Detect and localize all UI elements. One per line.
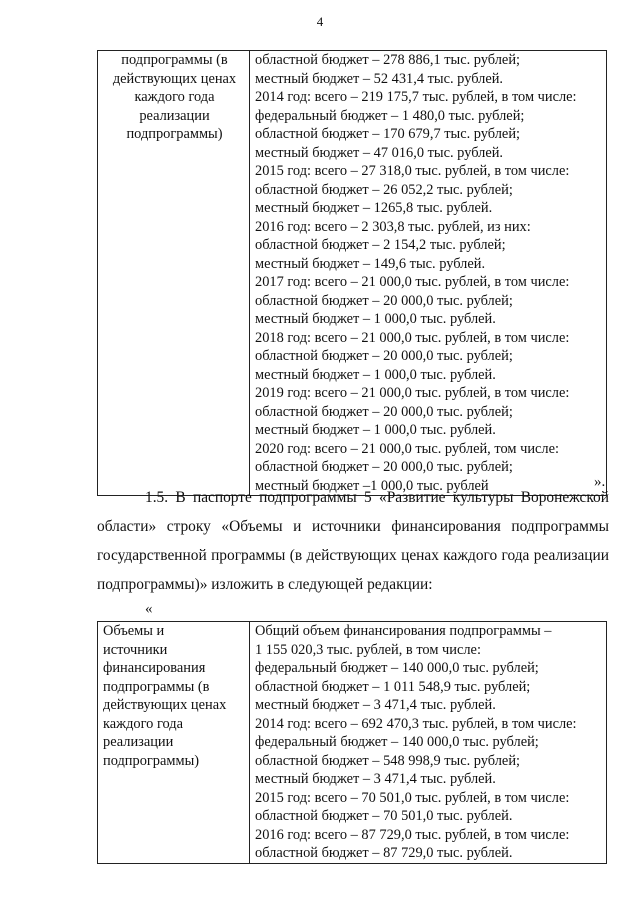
value-line: 2016 год: всего – 87 729,0 тыс. рублей, в том числе:: [255, 826, 570, 843]
paragraph-line: государственной программы (в действующих ценах каждого года реализации: [97, 547, 609, 564]
row-label-line: Объемы и: [103, 623, 165, 639]
value-line: 2017 год: всего – 21 000,0 тыс. рублей, в том числе:: [255, 274, 570, 290]
value-line: 1 155 020,3 тыс. рублей, в том числе:: [255, 641, 481, 658]
value-line: областной бюджет – 20 000,0 тыс. рублей;: [255, 403, 513, 420]
value-line: областной бюджет – 70 501,0 тыс. рублей.: [255, 808, 513, 824]
value-line: местный бюджет – 149,6 тыс. рублей.: [255, 255, 486, 272]
row-value-cell: [250, 622, 607, 864]
row-label-line: действующих ценах: [112, 70, 237, 87]
value-line: местный бюджет – 3 471,4 тыс. рублей.: [255, 771, 496, 787]
value-line: Общий объем финансирования подпрограммы –: [255, 623, 552, 639]
row-label-cell: [98, 51, 250, 496]
row-label-cell: [98, 622, 250, 864]
value-line: местный бюджет – 47 016,0 тыс. рублей.: [255, 144, 504, 161]
row-label-line: действующих ценах: [103, 697, 227, 713]
value-line: местный бюджет – 1 000,0 тыс. рублей.: [255, 422, 496, 438]
paragraph-line: 1.5. В паспорте подпрограммы 5 «Развитие культуры Воронежской: [145, 489, 609, 506]
table-row: [98, 622, 607, 864]
amendment-paragraph: [97, 483, 609, 599]
row-label-line: реализации: [139, 107, 210, 124]
value-line: местный бюджет –1 000,0 тыс. рублей: [255, 477, 489, 494]
value-line: местный бюджет – 3 471,4 тыс. рублей.: [255, 697, 496, 713]
row-label-line: реализации: [103, 734, 174, 750]
closing-quote: ».: [594, 474, 606, 490]
value-line: областной бюджет – 1 011 548,9 тыс. рублей;: [255, 678, 531, 695]
row-label-line: подпрограммы (в: [103, 678, 210, 695]
row-label-line: финансирования: [103, 660, 206, 676]
row-label-line: подпрограммы (в: [121, 52, 228, 68]
value-line: областной бюджет – 2 154,2 тыс. рублей;: [255, 237, 506, 253]
value-line: областной бюджет – 20 000,0 тыс. рублей;: [255, 292, 513, 309]
funding-table-new: [97, 621, 607, 864]
value-line: областной бюджет – 26 052,2 тыс. рублей;: [255, 181, 513, 198]
value-line: областной бюджет – 278 886,1 тыс. рублей;: [255, 52, 521, 68]
value-line: 2014 год: всего – 219 175,7 тыс. рублей, в том числе:: [255, 89, 577, 105]
table-row: [98, 51, 607, 496]
funding-table-continued: [97, 50, 607, 496]
value-line: 2018 год: всего – 21 000,0 тыс. рублей, в том числе:: [255, 329, 570, 346]
value-line: 2015 год: всего – 27 318,0 тыс. рублей, в том числе:: [255, 163, 570, 179]
page-number: 4: [316, 14, 324, 29]
value-line: 2020 год: всего – 21 000,0 тыс. рублей, том числе:: [255, 440, 559, 457]
value-line: 2014 год: всего – 692 470,3 тыс. рублей, в том числе:: [255, 715, 577, 732]
paragraph-line: подпрограммы)» изложить в следующей редакции:: [97, 576, 433, 593]
opening-quote: «: [145, 601, 153, 617]
value-line: федеральный бюджет – 140 000,0 тыс. рублей;: [255, 734, 539, 750]
value-line: областной бюджет – 548 998,9 тыс. рублей;: [255, 752, 521, 769]
paragraph-line: области» строку «Объемы и источники финансирования подпрограммы: [97, 518, 609, 535]
value-line: федеральный бюджет – 140 000,0 тыс. рублей;: [255, 660, 539, 676]
value-line: 2015 год: всего – 70 501,0 тыс. рублей, в том числе:: [255, 789, 570, 806]
value-line: местный бюджет – 1265,8 тыс. рублей.: [255, 200, 493, 216]
value-line: 2019 год: всего – 21 000,0 тыс. рублей, в том числе:: [255, 385, 570, 401]
row-label-line: подпрограммы): [103, 752, 200, 769]
value-line: местный бюджет – 1 000,0 тыс. рублей.: [255, 311, 496, 327]
value-line: 2016 год: всего – 2 303,8 тыс. рублей, из них:: [255, 218, 531, 235]
value-line: федеральный бюджет – 1 480,0 тыс. рублей;: [255, 107, 525, 124]
value-line: местный бюджет – 52 431,4 тыс. рублей.: [255, 70, 504, 87]
row-label-line: подпрограммы): [126, 126, 223, 142]
value-line: областной бюджет – 20 000,0 тыс. рублей;: [255, 459, 513, 475]
value-line: местный бюджет – 1 000,0 тыс. рублей.: [255, 366, 496, 383]
value-line: областной бюджет – 170 679,7 тыс. рублей;: [255, 126, 521, 142]
value-line: областной бюджет – 87 729,0 тыс. рублей.: [255, 845, 513, 861]
row-value-cell: [250, 51, 607, 496]
value-line: областной бюджет – 20 000,0 тыс. рублей;: [255, 348, 513, 364]
row-label-line: каждого года: [134, 89, 215, 105]
row-label-line: источники: [103, 641, 168, 658]
row-label-line: каждого года: [103, 715, 183, 732]
